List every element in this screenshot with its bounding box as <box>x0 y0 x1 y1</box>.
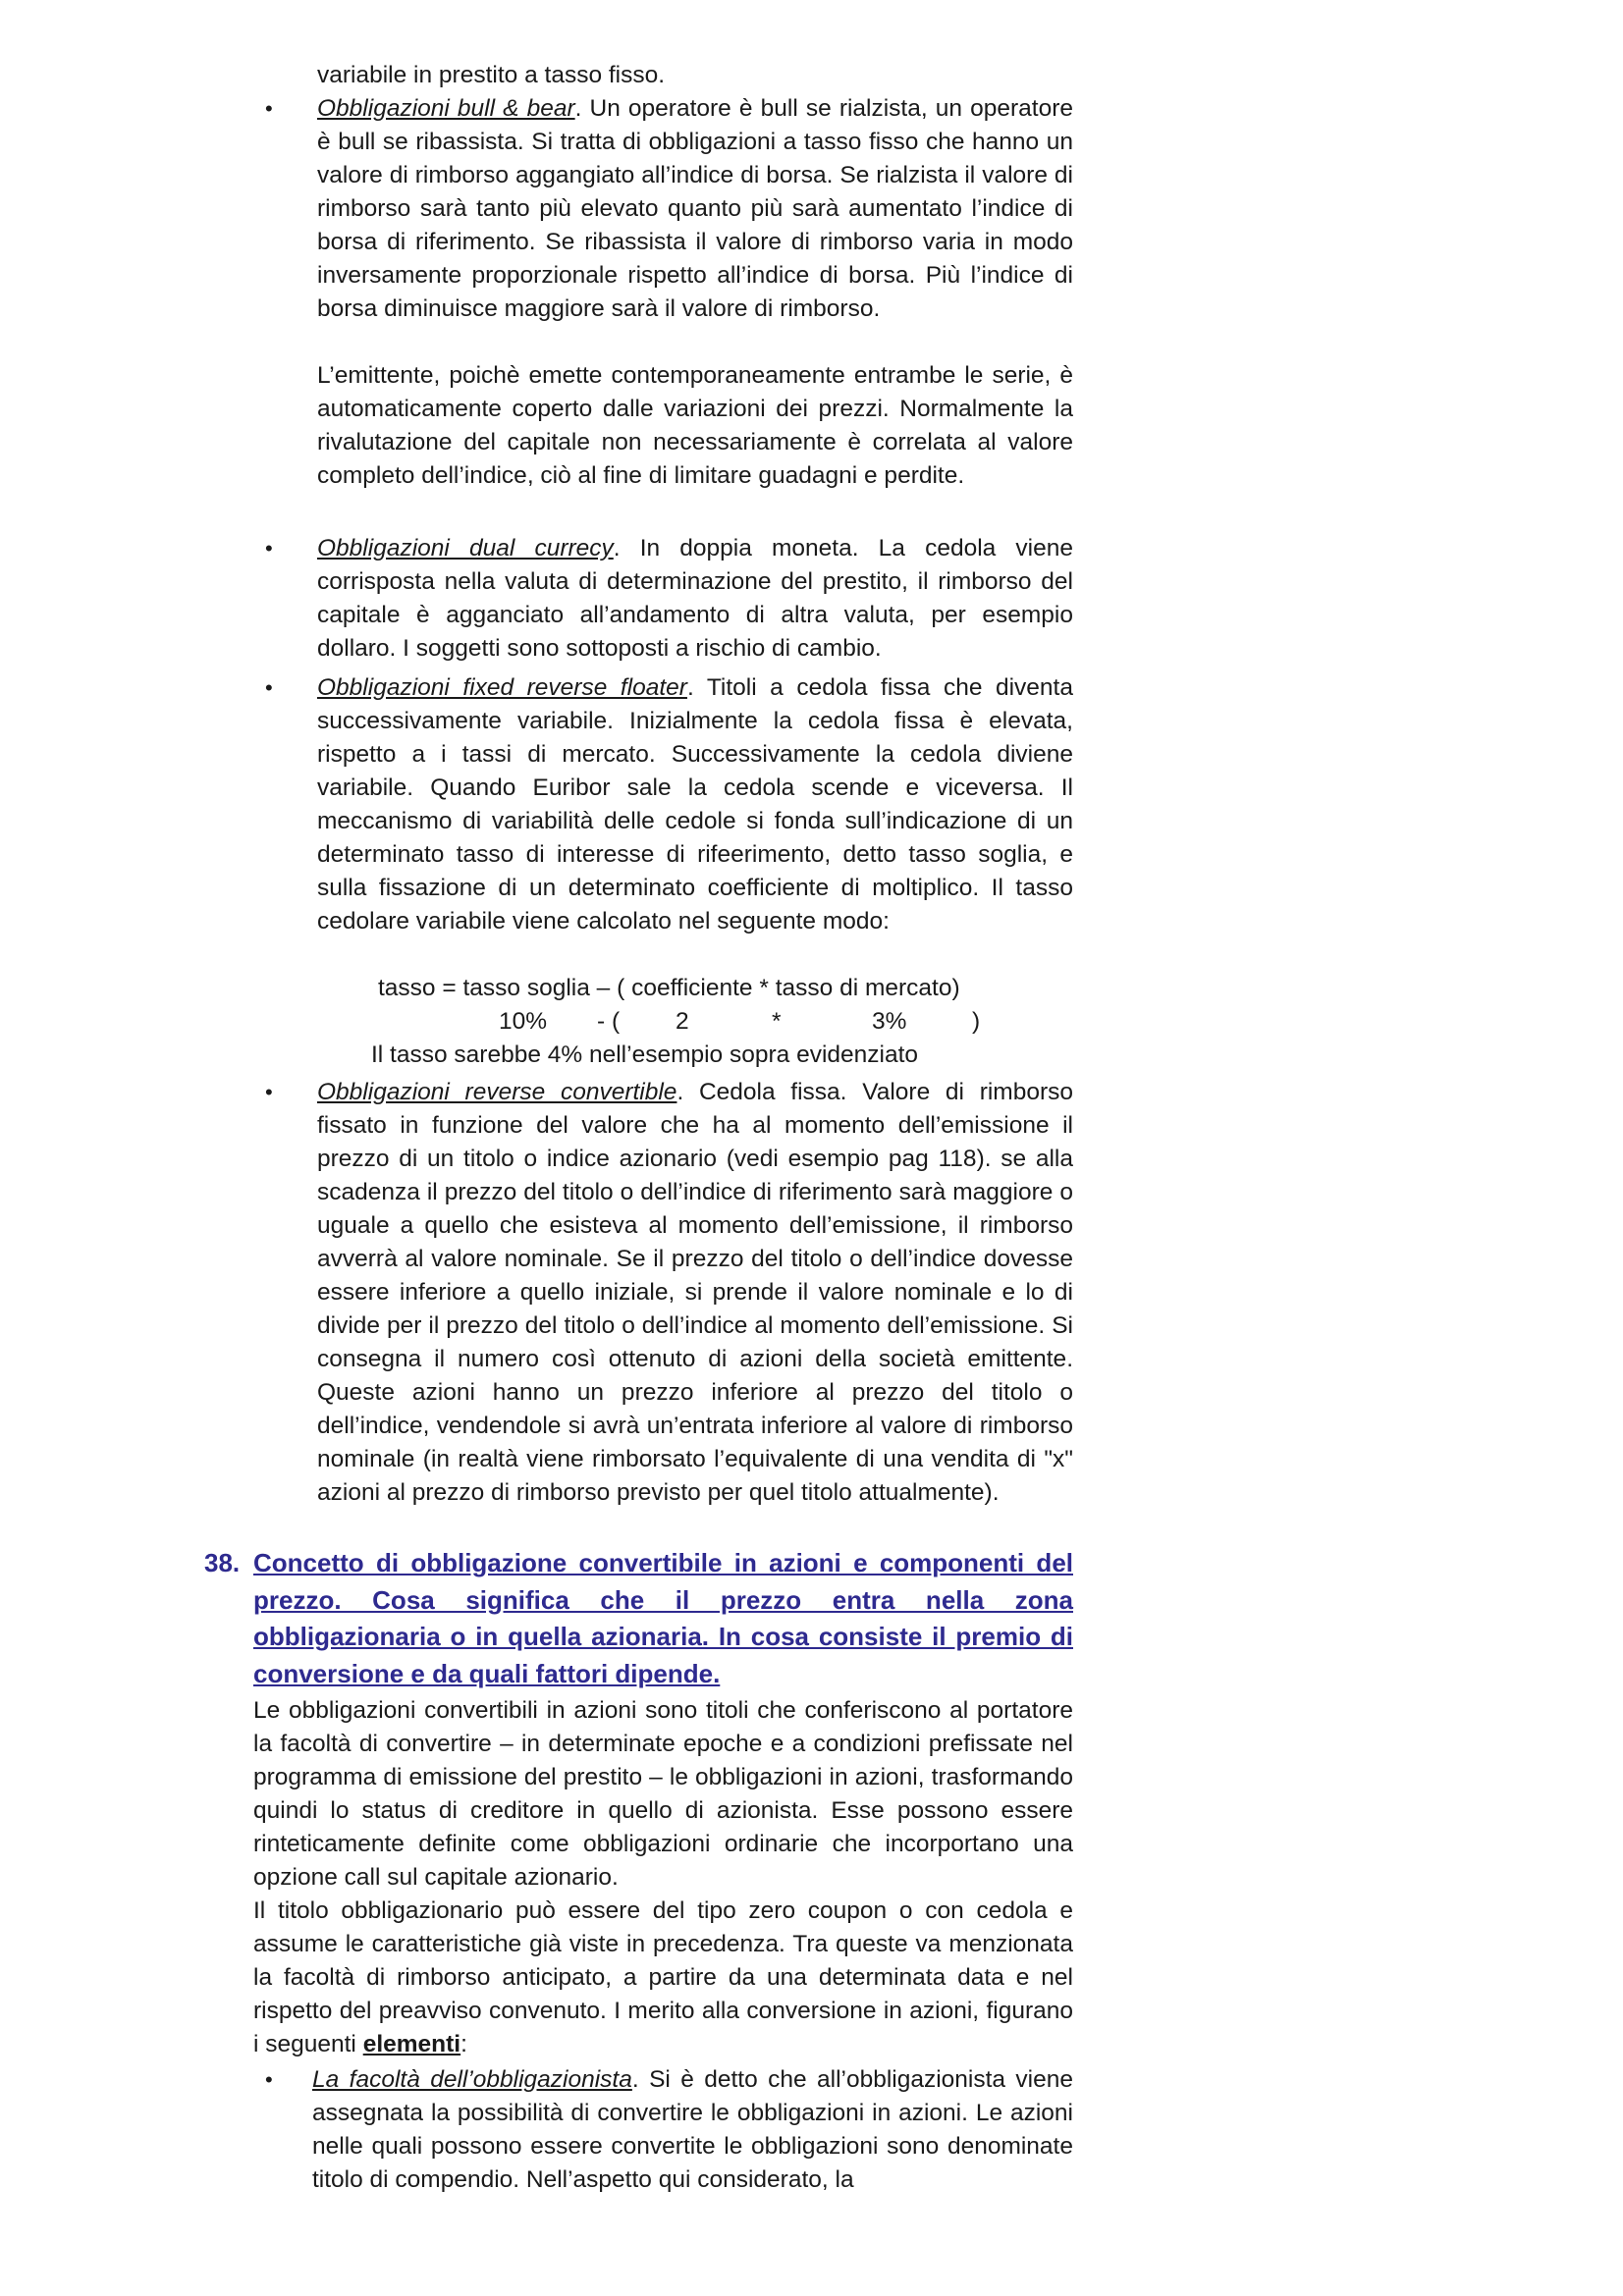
formula-value: 2 <box>676 1008 689 1035</box>
bullet-icon: • <box>265 536 273 561</box>
bullet-fixed-reverse-floater <box>317 671 1073 938</box>
bullet-text: . Si è detto che all’obbligazionista viene assegnata la possibilità di convertire le obbligazioni in azioni. Le azioni nelle quali possono essere convertite le obbligazioni sono denominate titolo di compendio. Nell’aspetto qui considerato, la <box>312 2066 1073 2193</box>
bullet-term: Obbligazioni reverse convertible <box>317 1079 677 1105</box>
bullet-reverse-convertible <box>317 1076 1073 1510</box>
section-paragraph-2 <box>253 1895 1073 2061</box>
paragraph-punct: : <box>460 2031 467 2057</box>
formula-value: ) <box>972 1008 981 1035</box>
bullet-bull-bear-continuation: L’emittente, poichè emette contemporaneamente entrambe le serie, è automaticamente coperto dalle variazioni dei prezzi. Normalmente la rivalutazione del capitale non necessariamente è correlata al valore completo dell’indice, ciò al fine di limitare guadagni e perdite. <box>317 362 1073 489</box>
formula-value: 10% <box>499 1008 548 1035</box>
bullet-text: . Cedola fissa. Valore di rimborso fissato in funzione del valore che ha al momento dell’emissione il prezzo di un titolo o indice azionario (vedi esempio pag 118). se alla scadenza il prezzo del titolo o dell’indice di riferimento sarà maggiore o uguale a quello che esisteva al momento dell’emissione, il rimborso avverrà al valore nominale. Se il prezzo del titolo o dell’indice dovesse essere inferiore a quello iniziale, si prende il valore nominale e lo di divide per il prezzo del titolo o dell’indice al momento dell’emissione. Si consegna il numero così ottenuto di azioni della società emittente. Queste azioni hanno un prezzo inferiore al prezzo del titolo o dell’indice, vendendole si avrà un’entrata inferiore al valore di rimborso nominale (in realtà viene rimborsato l’equivalente di una vendita di "x" azioni al prezzo di rimborso previsto per quel titolo attualmente). <box>317 1079 1073 1506</box>
section-paragraph-1: Le obbligazioni convertibili in azioni sono titoli che conferiscono al portatore la facoltà di convertire – in determinate epoche e a condizioni prefissate nel programma di emissione del prestito – le obbligazioni in azioni, trasformando quindi lo status di creditore in quello di azionista. Esse possono essere rinteticamente definite come obbligazioni ordinarie che incorportano una opzione call sul capitale azionario. <box>253 1697 1073 1891</box>
bullet-bull-bear <box>317 92 1073 326</box>
formula-value: 3% <box>872 1008 907 1035</box>
bullet-term: Obbligazioni bull & bear <box>317 95 575 122</box>
bullet-dual-currency <box>317 532 1073 666</box>
bullet-term: Obbligazioni dual currecy <box>317 535 614 561</box>
bullet-icon: • <box>265 96 273 121</box>
bullet-text: . In doppia moneta. La cedola viene corrisposta nella valuta di determinazione del prestito, il rimborso del capitale è agganciato all’andamento di altra valuta, per esempio dollaro. I soggetti sono sottoposti a rischio di cambio. <box>317 535 1073 662</box>
section-heading <box>204 1545 1073 1692</box>
formula-result: Il tasso sarebbe 4% nell’esempio sopra evidenziato <box>371 1041 919 1068</box>
bullet-term: Obbligazioni fixed reverse floater <box>317 674 687 701</box>
continuation-line: variabile in prestito a tasso fisso. <box>317 62 666 88</box>
formula-line: tasso = tasso soglia – ( coefficiente * tasso di mercato) <box>378 975 960 1001</box>
paragraph-emphasis: elementi <box>362 2031 461 2057</box>
bullet-text: . Titoli a cedola fissa che diventa successivamente variabile. Inizialmente la cedola fissa è elevata, rispetto a i tassi di mercato. Successivamente la cedola diviene variabile. Quando Euribor sale la cedola scende e viceversa. Il meccanismo di variabilità delle cedole si fonda sull’indicazione di un determinato tasso di interesse di rifeerimento, detto tasso soglia, e sulla fissazione di un determinato coefficiente di moltiplico. Il tasso cedolare variabile viene calcolato nel seguente modo: <box>317 674 1073 934</box>
bullet-term: La facoltà dell’obbligazionista <box>312 2066 632 2093</box>
bullet-icon: • <box>265 1080 273 1104</box>
bullet-icon: • <box>265 675 273 700</box>
bullet-text: . Un operatore è bull se rialzista, un operatore è bull se ribassista. Si tratta di obbligazioni a tasso fisso che hanno un valore di rimborso aggangiato all’indice di borsa. Se rialzista il valore di rimborso sarà tanto più elevato quanto più sarà aumentato l’indice di borsa di riferimento. Se ribassista il valore di rimborso varia in modo inversamente proporzionale rispetto all’indice di borsa. Più l’indice di borsa diminuisce maggiore sarà il valore di rimborso. <box>317 95 1073 322</box>
paragraph-text: Il titolo obbligazionario può essere del tipo zero coupon o con cedola e assume le caratteristiche già viste in precedenza. Tra queste va menzionata la facoltà di rimborso anticipato, a partire da una determinata data e nel rispetto del preavviso convenuto. I merito alla conversione in azioni, figurano i seguenti <box>253 1897 1073 2057</box>
formula-value: - ( <box>597 1008 621 1035</box>
formula-value: * <box>772 1008 782 1035</box>
bullet-icon: • <box>265 2067 273 2092</box>
section-title: Concetto di obbligazione convertibile in azioni e componenti del prezzo. Cosa significa che il prezzo entra nella zona obbligazionaria o in quella azionaria. In cosa consiste il premio di conversione e da quali fattori dipende. <box>253 1548 1073 1688</box>
bullet-facolta-obbligazionista <box>312 2063 1073 2197</box>
section-number: 38. <box>204 1548 241 1577</box>
